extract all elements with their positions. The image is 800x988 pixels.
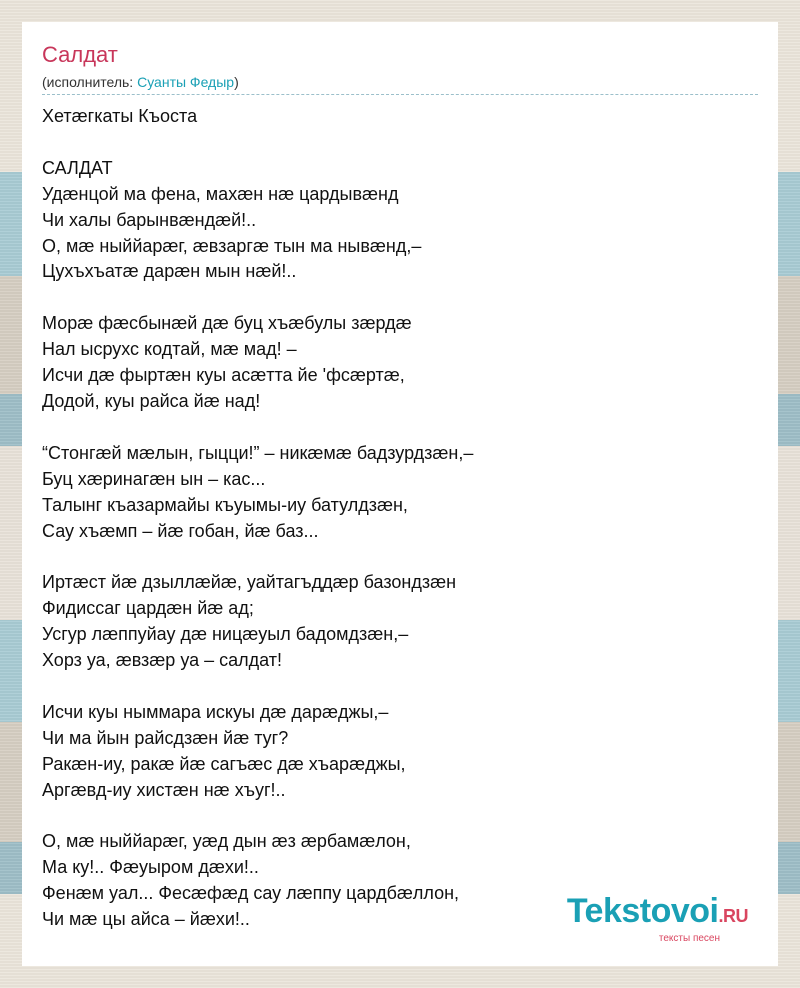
lyric-line: Цухъхъатæ дарæн мын нæй!.. xyxy=(42,261,297,282)
performer-link[interactable]: Суанты Федыр xyxy=(137,74,235,90)
lyric-line: Фенæм уал... Фесæфæд сау лæппу цардбæллон, xyxy=(42,883,460,904)
stanza-break xyxy=(42,415,758,441)
lyric-line: Аргæвд-иу хистæн нæ хъуг!.. xyxy=(42,779,286,800)
lyric-line: Фидиссаг цардæн йæ ад; xyxy=(42,598,254,619)
logo-tld: .RU xyxy=(718,906,748,926)
lyrics-card xyxy=(22,22,778,966)
lyric-line: Чи мæ цы айса – йæхи!.. xyxy=(42,909,250,930)
stanza-break xyxy=(42,674,758,700)
lyric-line: Хорз уа, æвзæр уа – салдат! xyxy=(42,650,283,671)
lyric-line: Ракæн-иу, ракæ йæ сагъæс дæ хъарæджы, xyxy=(42,753,406,774)
stanza-break xyxy=(42,803,758,829)
lyric-line: Додой, куы райса йæ над! xyxy=(42,390,261,411)
stanza-break xyxy=(42,285,758,311)
lyric-line: Буц хæринагæн ын – кас... xyxy=(42,468,266,489)
lyric-line: Исчи куы ныммара искуы дæ дарæджы,– xyxy=(42,701,389,722)
site-logo[interactable] xyxy=(567,893,748,944)
lyric-line: Морæ фæсбынæй дæ буц хъæбулы зæрдæ xyxy=(42,313,412,334)
lyric-line: Нал ысрухс кодтай, мæ мад! – xyxy=(42,339,297,360)
performer-prefix: (исполнитель: xyxy=(42,74,138,90)
lyric-line: О, мæ ныййарæг, уæд дын æз æрбамæлон, xyxy=(42,831,411,852)
lyric-line: “Стонгæй мæлын, гыцци!” – никæмæ бадзурдзæн,– xyxy=(42,442,474,463)
stanza-break xyxy=(42,130,758,156)
logo-tagline: тексты песен xyxy=(658,933,720,944)
lyrics-text xyxy=(42,104,758,933)
performer-line xyxy=(42,73,758,91)
lyric-line: Чи халы барынвæндæй!.. xyxy=(42,209,257,230)
lyric-line: Сау хъæмп – йæ гобан, йæ баз... xyxy=(42,520,319,541)
lyric-line: Иртæст йæ дзыллæйæ, уайтагъддæр базондзæн xyxy=(42,572,457,593)
lyric-line: Ма ку!.. Фæуыром дæхи!.. xyxy=(42,857,259,878)
lyric-line: Исчи дæ фыртæн куы асæтта йе 'фсæртæ, xyxy=(42,365,405,386)
performer-suffix: ) xyxy=(234,74,239,90)
song-title: Салдат xyxy=(42,42,118,67)
lyric-line: САЛДАТ xyxy=(42,157,113,178)
lyric-line: Чи ма йын райсдзæн йæ туг? xyxy=(42,727,289,748)
lyric-line: Усгур лæппуйау дæ ницæуыл бадомдзæн,– xyxy=(42,624,409,645)
lyric-line: Талынг къазармайы къуымы-иу батулдзæн, xyxy=(42,494,408,515)
lyric-line: Хетæгкаты Къоста xyxy=(42,106,198,126)
lyric-line: О, мæ ныййарæг, æвзаргæ тын ма нывæнд,– xyxy=(42,235,422,256)
stanza-break xyxy=(42,544,758,570)
logo-main-text: Tekstovoi xyxy=(566,892,719,930)
dashed-divider xyxy=(42,94,758,95)
logo-wordmark xyxy=(567,893,748,934)
lyric-line: Удæнцой ма фена, махæн нæ цардывæнд xyxy=(42,183,399,204)
